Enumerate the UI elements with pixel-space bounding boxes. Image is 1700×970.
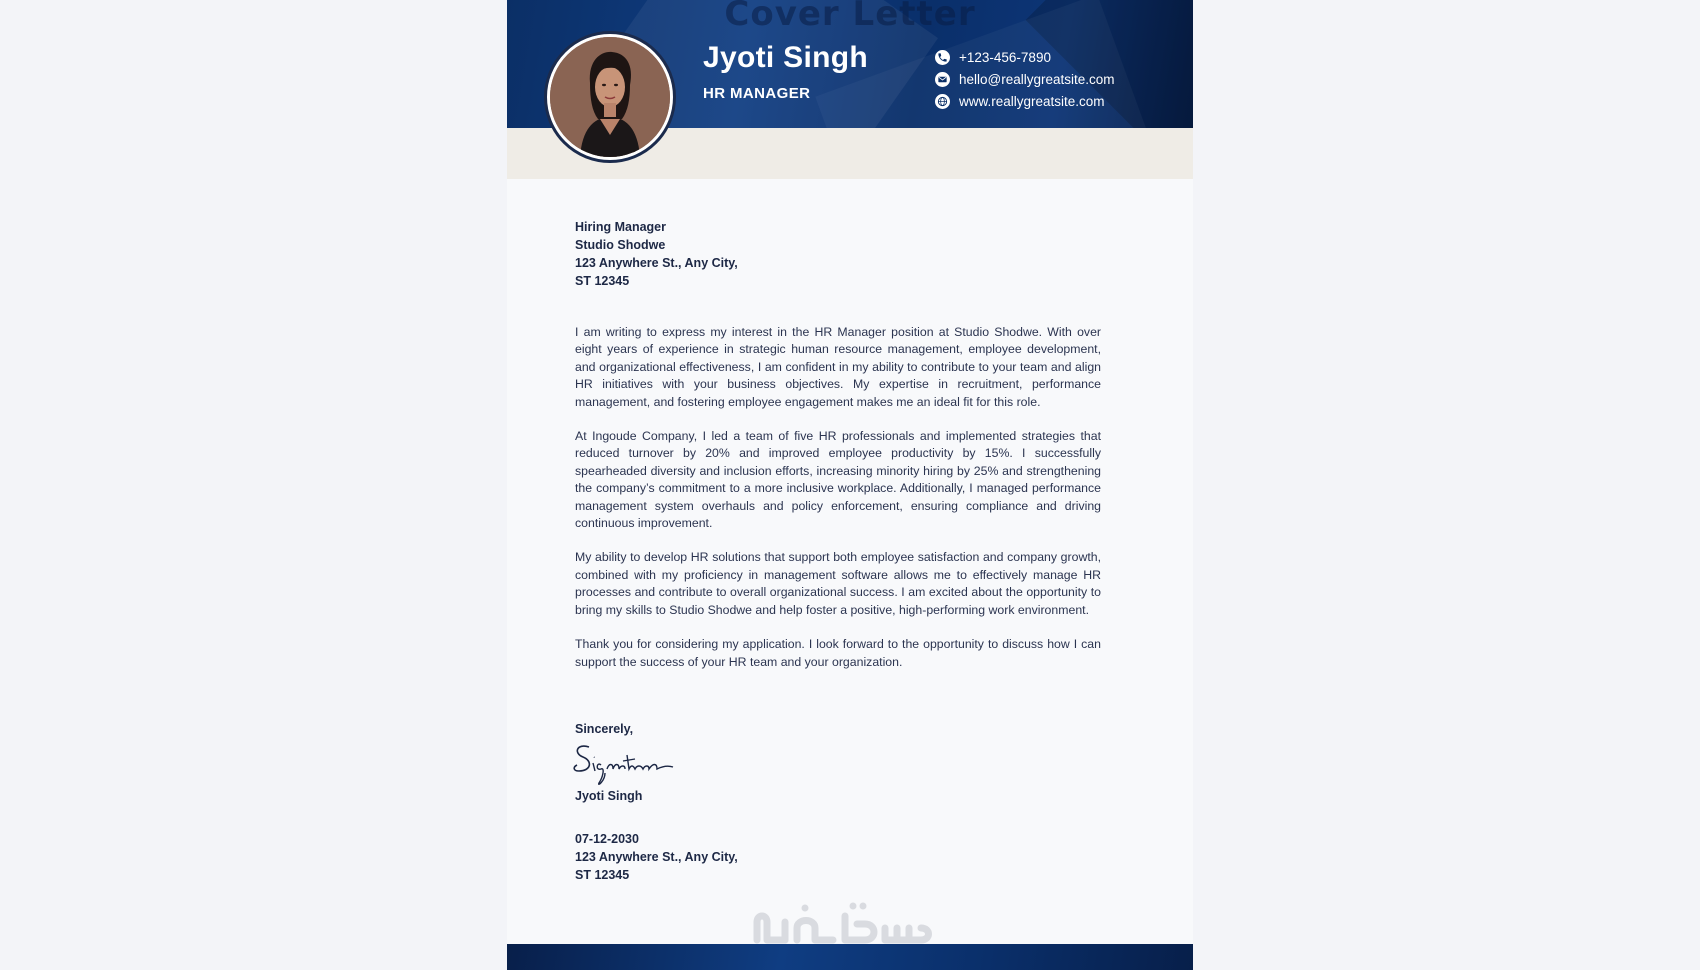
recipient-title: Hiring Manager xyxy=(575,220,666,234)
recipient-company: Studio Shodwe xyxy=(575,238,666,252)
phone-icon xyxy=(935,50,950,65)
signature-image xyxy=(569,737,679,787)
recipient-block xyxy=(575,218,738,290)
email-icon xyxy=(935,72,950,87)
cover-letter-page xyxy=(507,0,1193,970)
sender-info xyxy=(575,830,738,884)
applicant-name: Jyoti Singh xyxy=(703,41,868,74)
applicant-role: HR MANAGER xyxy=(703,85,811,102)
letter-date: 07-12-2030 xyxy=(575,832,639,846)
recipient-address-line: 123 Anywhere St., Any City, xyxy=(575,256,738,270)
contact-phone xyxy=(935,46,1115,68)
body-paragraph: My ability to develop HR solutions that support both employee satisfaction and company growth, combined with my proficiency in management software allows me to effectively manage HR processes and contribute to overall organizational success. I am excited about the opportunity to bring my skills to Studio Shodwe and help foster a positive, high-performing work environment. xyxy=(575,550,1101,617)
document-title: Cover Letter xyxy=(724,0,976,34)
footer-band xyxy=(507,944,1193,970)
globe-icon xyxy=(935,94,950,109)
contact-email xyxy=(935,68,1115,90)
recipient-address-line: ST 12345 xyxy=(575,274,630,288)
body-paragraph: I am writing to express my interest in the HR Manager position at Studio Shodwe. With over eight years of experience in strategic human resource management, employee development, and organizational effectiveness, I am confident in my ability to contribute to your team and align HR initiatives with your business objectives. My expertise in recruitment, performance management, and fostering employee engagement makes me an ideal fit for this role. xyxy=(575,325,1101,409)
signer-name: Jyoti Singh xyxy=(575,789,643,803)
closing-salutation: Sincerely, xyxy=(575,722,634,736)
body-paragraph: At Ingoude Company, I led a team of five HR professionals and implemented strategies that reduced turnover by 20% and improved employee productivity by 15%. I successfully spearheaded diversity and inclusion efforts, increasing minority hiring by 25% and strengthening the company’s commitment to a more inclusive workplace. Additionally, I managed performance management system overhauls and policy enforcement, ensuring compliance and driving continuous improvement. xyxy=(575,429,1101,531)
contact-website-text[interactable]: www.reallygreatsite.com xyxy=(959,93,1105,109)
contact-phone-text[interactable]: +123-456-7890 xyxy=(959,49,1051,65)
contact-email-text[interactable]: hello@reallygreatsite.com xyxy=(959,71,1115,87)
sender-address-line: 123 Anywhere St., Any City, xyxy=(575,850,738,864)
profile-photo-frame xyxy=(544,31,676,163)
contact-list xyxy=(935,46,1115,112)
contact-website xyxy=(935,90,1115,112)
letter-body xyxy=(575,324,1101,688)
body-paragraph: Thank you for considering my application. I look forward to the opportunity to discuss how I can support the success of your HR team and your organization. xyxy=(575,637,1101,669)
profile-photo xyxy=(550,37,670,157)
sender-address-line: ST 12345 xyxy=(575,868,630,882)
